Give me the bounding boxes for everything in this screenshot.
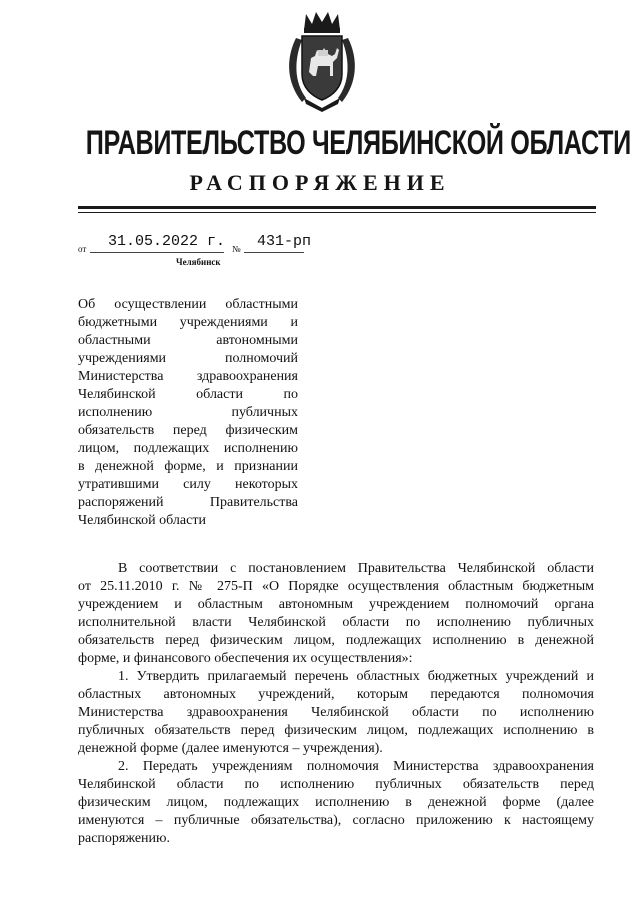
coat-of-arms-icon	[282, 8, 362, 112]
body-line: 1. Утвердить прилагаемый перечень областных бюджетных учреждений и	[118, 669, 594, 684]
date-label: от	[78, 244, 87, 254]
subject-line: распоряжений Правительства	[78, 495, 298, 510]
subject-line: Об осуществлении областными	[78, 297, 298, 312]
subject-line: утратившими силу некоторых	[78, 477, 298, 492]
document-number: 431-рп	[257, 233, 312, 250]
body-line: Министерства здравоохранения Челябинской области по исполнению	[78, 705, 594, 720]
body-line: денежной форме (далее именуются – учреждения).	[78, 741, 383, 756]
subject-line: учреждениями полномочий	[78, 351, 298, 366]
body-line: физическим лицом, подлежащих исполнению в денежной форме (далее	[78, 795, 594, 810]
subject-line: Министерства здравоохранения	[78, 369, 298, 384]
subject-line: областными автономными	[78, 333, 298, 348]
city-name: Челябинск	[176, 257, 221, 267]
body-line: обязательств перед физическим лицом, подлежащих исполнению в денежной	[78, 633, 594, 648]
subject-line: обязательств перед физическим	[78, 423, 298, 438]
body-line: учреждением и областным автономным учреждением полномочий органа	[78, 597, 594, 612]
subject-line: Челябинской области	[78, 513, 206, 528]
subject-line: бюджетными учреждениями и	[78, 315, 298, 330]
header-rule-thick	[78, 206, 596, 209]
body-line: от 25.11.2010 г. № 275-П «О Порядке осуществления областным бюджетным	[78, 579, 594, 594]
subject-line: в денежной форме, и признании	[78, 459, 298, 474]
body-line: распоряжению.	[78, 831, 171, 846]
body-line: форме, и финансового обеспечения их осуществления»:	[78, 651, 413, 666]
body-line: именуются – публичные обязательства), согласно приложению к настоящему	[78, 813, 594, 828]
body-line: публичных обязательств перед физическим лицом, подлежащих исполнению в	[78, 723, 594, 738]
government-title: ПРАВИТЕЛЬСТВО ЧЕЛЯБИНСКОЙ ОБЛАСТИ	[85, 124, 631, 162]
body-line: исполнительной власти Челябинской области по исполнению публичных	[78, 615, 594, 630]
number-label: №	[232, 244, 241, 254]
number-underline	[244, 252, 304, 253]
subject-line: Челябинской области по	[78, 387, 298, 402]
body-line: В соответствии с постановлением Правительства Челябинской области	[118, 561, 594, 576]
date-underline	[90, 252, 224, 253]
header-rule-thin	[78, 212, 596, 213]
body-line: Челябинской области по исполнению публичных обязательств перед	[78, 777, 594, 792]
document-date: 31.05.2022 г.	[108, 233, 226, 250]
subject-line: исполнению публичных	[78, 405, 298, 420]
document-type: РАСПОРЯЖЕНИЕ	[189, 170, 451, 195]
body-line: областных автономных учреждений, которым передаются полномочия	[78, 687, 594, 702]
subject-line: лицом, подлежащих исполнению	[78, 441, 298, 456]
body-line: 2. Передать учреждениям полномочия Министерства здравоохранения	[118, 759, 594, 774]
